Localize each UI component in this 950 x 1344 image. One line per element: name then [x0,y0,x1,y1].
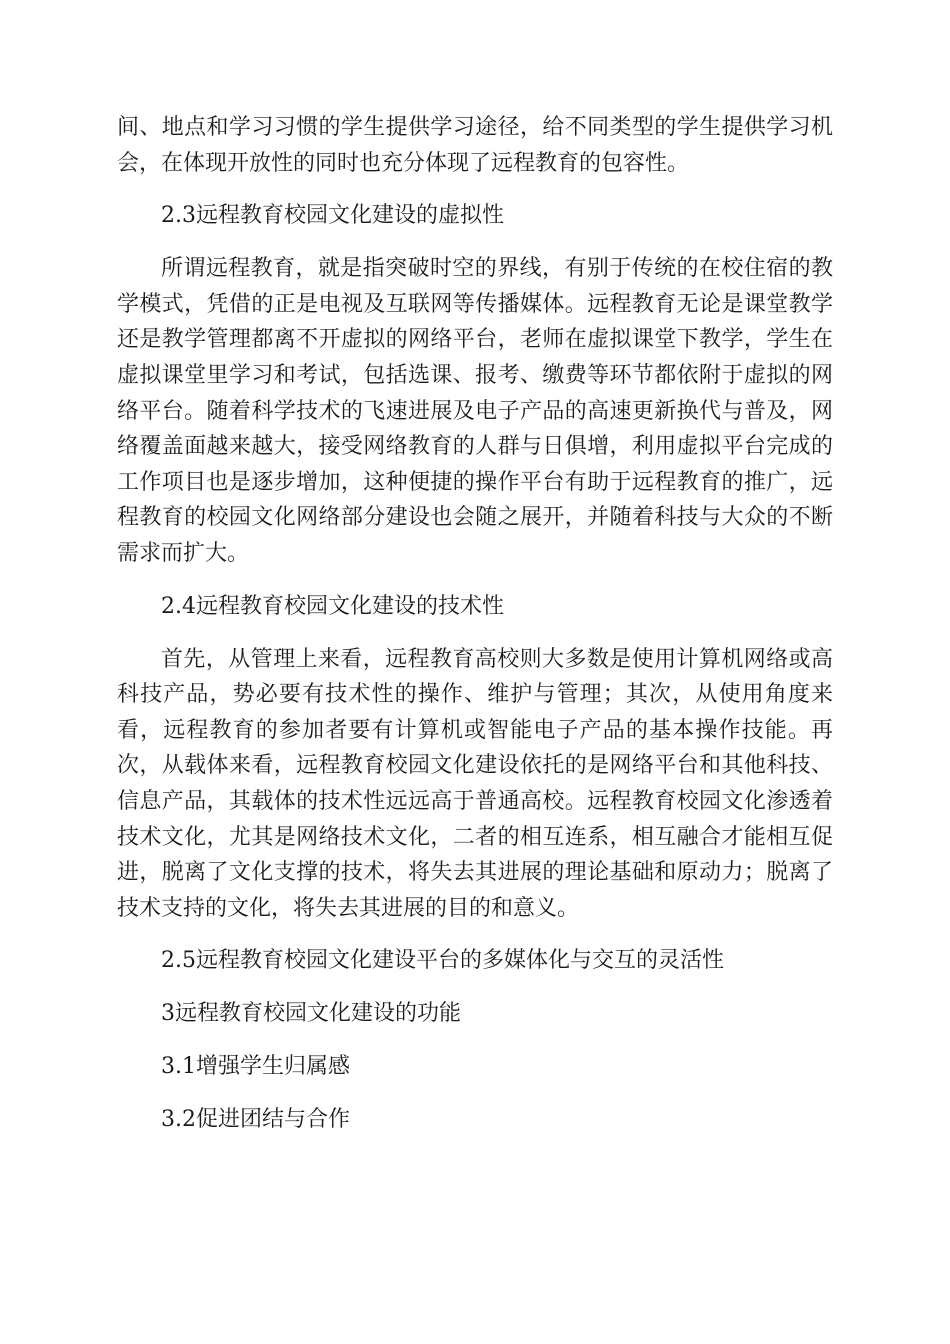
spacer [117,1032,833,1049]
paragraph-technicality: 首先，从管理上来看，远程教育高校则大多数是使用计算机网络或高科技产品，势必要有技术性的操作、维护与管理；其次，从使用角度来看，远程教育的参加者要有计算机或智能电子产品的基本操作技能。再次，从载体来看，远程教育校园文化建设依托的是网络平台和其他科技、信息产品，其载体的技术性远远高于普通高校。远程教育校园文化渗透着技术文化，尤其是网络技术文化，二者的相互连系，相互融合才能相互促进，脱离了文化支撑的技术，将失去其进展的理论基础和原动力；脱离了技术支持的文化，将失去其进展的目的和意义。 [117,646,833,921]
section-heading-2-3: 2.3远程教育校园文化建设的虚拟性 [161,203,504,229]
spacer [117,572,833,589]
section-heading-2-5: 2.5远程教育校园文化建设平台的多媒体化与交互的灵活性 [161,948,724,974]
section-heading-2-4: 2.4远程教育校园文化建设的技术性 [161,593,504,619]
spacer [117,625,833,642]
paragraph-virtuality: 所谓远程教育，就是指突破时空的界线，有别于传统的在校住宿的教学模式，凭借的正是电视及互联网等传播媒体。远程教育无论是课堂教学还是教学管理都离不开虚拟的网络平台，老师在虚拟课堂下教学，学生在虚拟课堂里学习和考试，包括选课、报考、缴费等环节都依附于虚拟的网络平台。随着科学技术的飞速进展及电子产品的高速更新换代与普及，网络覆盖面越来越大，接受网络教育的人群与日俱增，利用虚拟平台完成的工作项目也是逐步增加，这种便捷的操作平台有助于远程教育的推广，远程教育的校园文化网络部分建设也会随之展开，并随着科技与大众的不断需求而扩大。 [117,256,833,566]
spacer [117,979,833,996]
spacer [117,181,833,198]
spacer [117,1085,833,1102]
section-heading-3-2: 3.2促进团结与合作 [161,1107,350,1133]
section-heading-3: 3远程教育校园文化建设的功能 [161,1001,461,1027]
section-heading-3-1: 3.1增强学生归属感 [161,1054,350,1080]
document-body [117,110,833,1138]
spacer [117,234,833,251]
paragraph-continuation: 间、地点和学习习惯的学生提供学习途径，给不同类型的学生提供学习机会，在体现开放性的同时也充分体现了远程教育的包容性。 [117,115,833,176]
spacer [117,926,833,943]
